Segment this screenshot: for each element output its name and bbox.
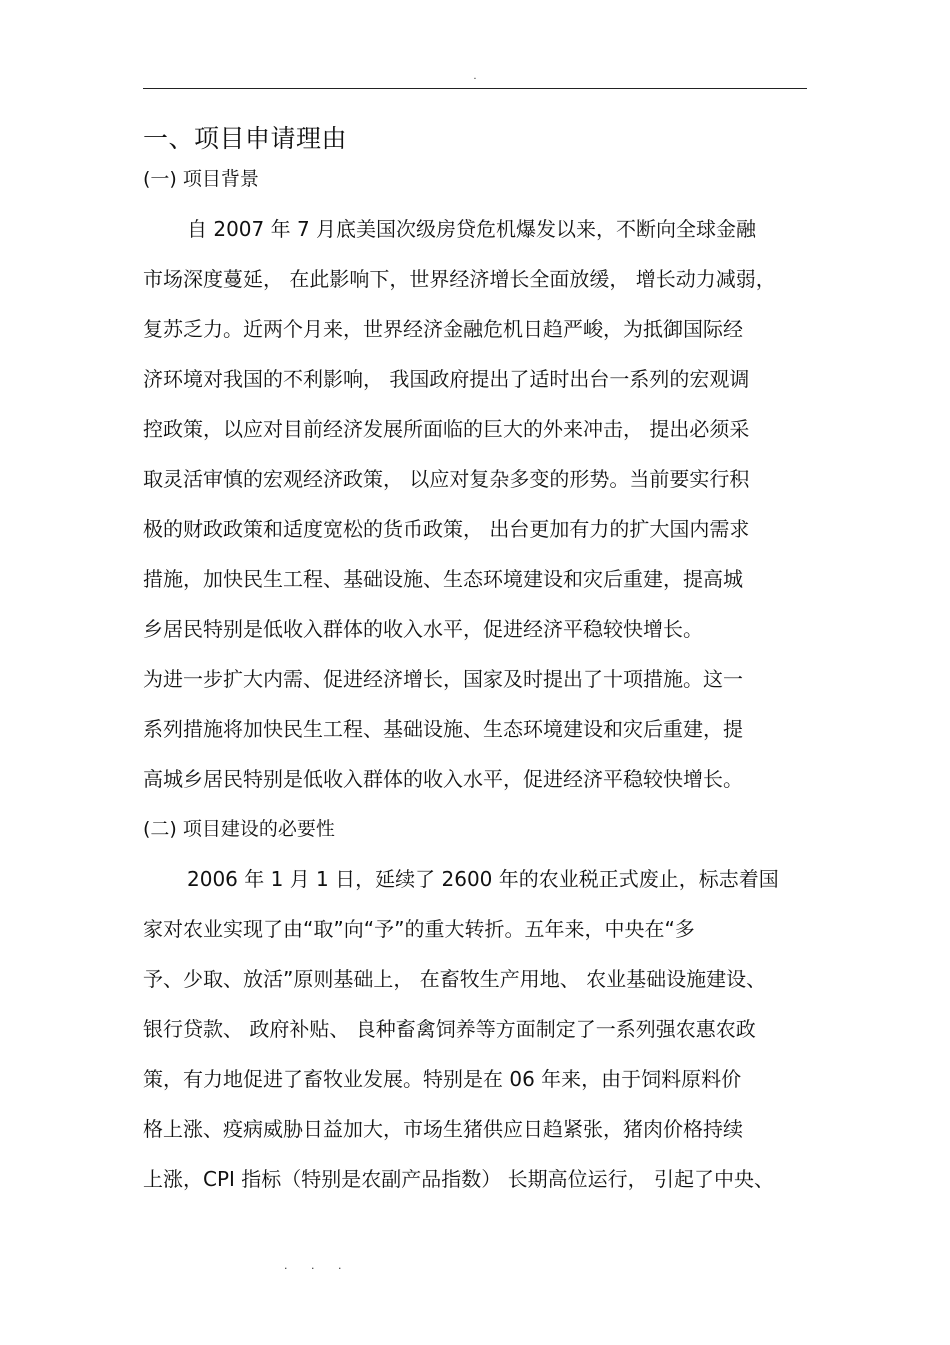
- paragraph-line: 乡居民特别是低收入群体的收入水平，促进经济平稳较快增长。: [143, 617, 703, 641]
- document-body: [143, 112, 807, 1204]
- paragraph-line: 格上涨、疫病威胁日益加大，市场生猪供应日趋紧张，猪肉价格持续: [143, 1117, 743, 1141]
- paragraph-line: 取灵活审慎的宏观经济政策， 以应对复杂多变的形势。当前要实行积: [143, 467, 750, 491]
- paragraph-line: 措施，加快民生工程、基础设施、生态环境建设和灾后重建，提高城: [143, 567, 743, 591]
- subsection-title-background: (一) 项目背景: [143, 168, 259, 190]
- paragraph-line: 家对农业实现了由“取”向“予”的重大转折。五年来，中央在“多: [143, 917, 695, 941]
- paragraph-line: 市场深度蔓延， 在此影响下，世界经济增长全面放缓， 增长动力减弱，: [143, 267, 776, 291]
- paragraph-line: 银行贷款、 政府补贴、 良种畜禽饲养等方面制定了一系列强农惠农政: [143, 1017, 756, 1041]
- subsection-title-necessity: (二) 项目建设的必要性: [143, 818, 335, 840]
- paragraph-line: 为进一步扩大内需、促进经济增长，国家及时提出了十项措施。这一: [143, 667, 743, 691]
- section-title: 一、项目申请理由: [143, 124, 348, 153]
- header-mark: .: [473, 71, 477, 82]
- footer-mark: . . .: [284, 1259, 352, 1272]
- paragraph-line: 策，有力地促进了畜牧业发展。特别是在 06 年来，由于饲料原料价: [143, 1067, 742, 1091]
- paragraph-line: 2006 年 1 月 1 日，延续了 2600 年的农业税正式废止，标志着国: [187, 867, 779, 891]
- paragraph-line: 予、少取、放活”原则基础上， 在畜牧生产用地、 农业基础设施建设、: [143, 967, 767, 991]
- paragraph-line: 系列措施将加快民生工程、基础设施、生态环境建设和灾后重建，提: [143, 717, 743, 741]
- paragraph-line: 控政策，以应对目前经济发展所面临的巨大的外来冲击， 提出必须采: [143, 417, 750, 441]
- paragraph-line: 复苏乏力。近两个月来，世界经济金融危机日趋严峻，为抵御国际经: [143, 317, 743, 341]
- paragraph-line: 极的财政政策和适度宽松的货币政策， 出台更加有力的扩大国内需求: [143, 517, 750, 541]
- paragraph-line: 高城乡居民特别是低收入群体的收入水平，促进经济平稳较快增长。: [143, 767, 743, 791]
- paragraph-line: 自 2007 年 7 月底美国次级房贷危机爆发以来，不断向全球金融: [187, 217, 757, 241]
- paragraph-line: 济环境对我国的不利影响， 我国政府提出了适时出台一系列的宏观调: [143, 367, 750, 391]
- header-rule: [143, 88, 807, 89]
- paragraph-line: 上涨，CPI 指标（特别是农副产品指数） 长期高位运行， 引起了中央、: [143, 1167, 774, 1191]
